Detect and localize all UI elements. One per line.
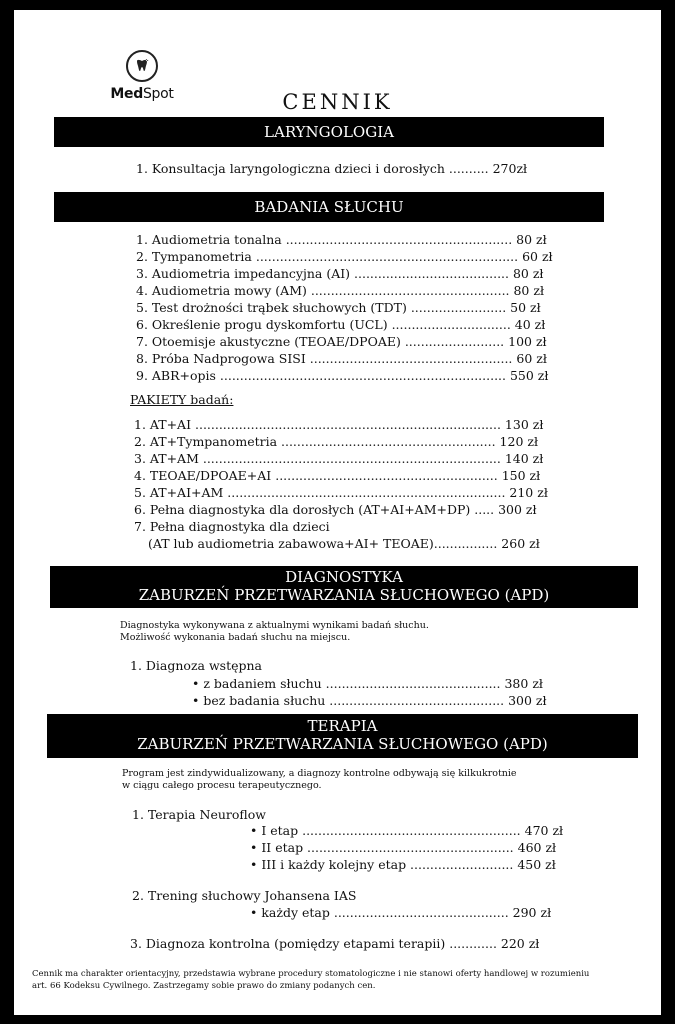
- list-item: 4. TEOAE/DPOAE+AI ........................................................ 150 zł: [134, 468, 541, 483]
- laryngologia-item: 1. Konsultacja laryngologiczna dzieci i dorosłych .......... 270zł: [136, 161, 528, 176]
- terapia-header-line2: ZABURZEŃ PRZETWARZANIA SŁUCHOWEGO (APD): [137, 735, 548, 753]
- diagnostyka-header-line2: ZABURZEŃ PRZETWARZANIA SŁUCHOWEGO (APD): [138, 586, 550, 604]
- page-title: CENNIK: [282, 90, 393, 114]
- list-item: • III i każdy kolejny etap .......................... 450 zł: [250, 857, 556, 872]
- list-item: • każdy etap ............................................ 290 zł: [250, 905, 552, 920]
- list-item: 2. Tympanometria .................................................................. 60 zł: [136, 249, 553, 264]
- list-item: 2. AT+Tympanometria ...................................................... 120 zł: [134, 434, 539, 449]
- terapia-header-line1: TERAPIA: [307, 717, 378, 735]
- diagnoza-wstepna: 1. Diagnoza wstępna: [130, 658, 263, 673]
- laryngologia-header: LARYNGOLOGIA: [54, 117, 604, 147]
- list-item: 3. AT+AM ........................................................................... 140 zł: [134, 451, 544, 466]
- disclaimer: [32, 968, 589, 992]
- pakiety-label: PAKIETY badań:: [130, 392, 234, 407]
- terapia-header: [47, 714, 638, 758]
- diagnostyka-header: [50, 566, 638, 608]
- list-item: 3. Audiometria impedancyjna (AI) ....................................... 80 zł: [136, 266, 544, 281]
- diagnostyka-note-line2: Możliwość wykonania badań słuchu na miejscu.: [120, 632, 351, 643]
- list-item: 7. Pełna diagnostyka dla dzieci: [134, 519, 330, 534]
- list-item: 5. AT+AI+AM ...................................................................... 210 zł: [134, 485, 548, 500]
- terapia-note: [122, 768, 517, 792]
- price-list-page: [14, 10, 661, 1015]
- list-item: 6. Pełna diagnostyka dla dorosłych (AT+AI+AM+DP) ..... 300 zł: [134, 502, 537, 517]
- list-item: (AT lub audiometria zabawowa+AI+ TEOAE)................ 260 zł: [148, 536, 540, 551]
- trening-johansena: 2. Trening słuchowy Johansena IAS: [132, 888, 357, 903]
- terapia-neuroflow: 1. Terapia Neuroflow: [132, 807, 266, 822]
- list-item: • II etap .................................................... 460 zł: [250, 840, 557, 855]
- list-item: 5. Test drożności trąbek słuchowych (TDT) ........................ 50 zł: [136, 300, 541, 315]
- list-item: 7. Otoemisje akustyczne (TEOAE/DPOAE) ......................... 100 zł: [136, 334, 547, 349]
- disclaimer-line2: art. 66 Kodeksu Cywilnego. Zastrzegamy sobie prawo do zmiany podanych cen.: [32, 981, 376, 991]
- diagnostyka-note-line1: Diagnostyka wykonywana z aktualnymi wynikami badań słuchu.: [120, 620, 429, 631]
- terapia-note-line2: w ciągu całego procesu terapeutycznego.: [122, 780, 322, 791]
- list-item: 4. Audiometria mowy (AM) .................................................. 80 zł: [136, 283, 545, 298]
- tooth-icon: [126, 50, 158, 82]
- list-item: • bez badania słuchu ............................................ 300 zł: [192, 693, 547, 708]
- brand-name: MedSpot: [110, 86, 174, 102]
- list-item: 6. Określenie progu dyskomfortu (UCL) .............................. 40 zł: [136, 317, 546, 332]
- diagnoza-kontrolna: 3. Diagnoza kontrolna (pomiędzy etapami terapii) ............ 220 zł: [130, 936, 540, 951]
- diagnostyka-note: [120, 620, 429, 644]
- list-item: 1. Audiometria tonalna ......................................................... 80 zł: [136, 232, 547, 247]
- list-item: • z badaniem słuchu ............................................ 380 zł: [192, 676, 543, 691]
- list-item: 1. AT+AI ............................................................................. 130 zł: [134, 417, 544, 432]
- list-item: 8. Próba Nadprogowa SISI ................................................... 60 zł: [136, 351, 547, 366]
- list-item: • I etap ....................................................... 470 zł: [250, 823, 564, 838]
- disclaimer-line1: Cennik ma charakter orientacyjny, przedstawia wybrane procedury stomatologiczne i nie stanowi oferty handlowej w rozumieniu: [32, 969, 590, 979]
- list-item: 9. ABR+opis ........................................................................ 550 zł: [136, 368, 549, 383]
- diagnostyka-header-line1: DIAGNOSTYKA: [285, 568, 403, 586]
- terapia-note-line1: Program jest zindywidualizowany, a diagnozy kontrolne odbywają się kilkukrotnie: [122, 768, 517, 779]
- badania-header: BADANIA SŁUCHU: [54, 192, 604, 222]
